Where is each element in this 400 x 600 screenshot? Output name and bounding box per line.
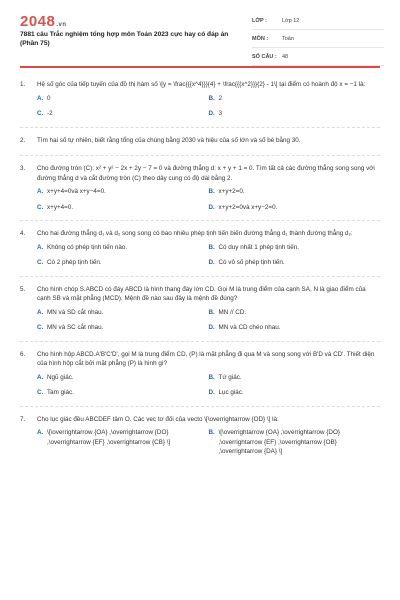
- option-text: MN // CD.: [218, 308, 247, 316]
- answer-options: [37, 187, 380, 212]
- question-separator: [20, 127, 380, 128]
- question-text: Cho hình hộp ABCD.A'B'C'D', gọi M là trung điểm CD, (P) là mặt phẳng đi qua M và song song với B'D và CD'. Thiết diện của hình hộp cắt bởi mặt phẳng (P) là hình gì?: [37, 350, 375, 367]
- option-letter: A.: [37, 94, 44, 102]
- option-letter: A.: [37, 373, 44, 381]
- question-item: [20, 415, 380, 457]
- meta-table: [252, 12, 384, 66]
- page-title: 7881 câu Trắc nghiệm tổng hợp môn Toán 2023 cực hay có đáp án (Phần 75): [20, 31, 229, 47]
- question-separator: [20, 406, 380, 407]
- header-divider: [20, 66, 380, 68]
- question-item: [20, 164, 380, 221]
- option-letter: D.: [208, 259, 215, 266]
- option-letter: C.: [37, 203, 44, 211]
- option-letter: B.: [208, 94, 215, 102]
- option-letter: C.: [37, 110, 44, 117]
- answer-option[interactable]: [37, 258, 209, 268]
- answer-option[interactable]: [209, 258, 381, 268]
- option-text: Tứ giác.: [218, 373, 242, 381]
- meta-row-count: [252, 48, 384, 66]
- answer-option[interactable]: [209, 187, 381, 197]
- question-row: [20, 285, 380, 304]
- meta-row-class: [252, 12, 384, 30]
- option-text: Có vô số phép tịnh tiến.: [218, 259, 285, 266]
- option-text: Ngũ giác.: [47, 373, 74, 381]
- question-number: 6.: [20, 350, 26, 358]
- logo-text: 2048: [20, 13, 56, 30]
- question-row: [20, 350, 380, 369]
- answer-option[interactable]: [209, 203, 381, 213]
- question-number: 4.: [20, 230, 26, 237]
- answer-options: [37, 94, 380, 119]
- question-text: Cho hai đường thẳng d₁ và d₂ song song có bao nhiêu phép tịnh tiến biến đường thẳng d₁ thành đường thẳng d₂:: [37, 230, 353, 237]
- question-item: [20, 229, 380, 277]
- question-number: 1.: [20, 81, 26, 88]
- option-letter: C.: [37, 389, 44, 396]
- question-row: [20, 415, 380, 425]
- option-text: Có duy nhất 1 phép tịnh tiến.: [218, 243, 300, 251]
- answer-option[interactable]: [37, 187, 209, 197]
- option-letter: D.: [208, 203, 215, 211]
- option-letter: B.: [208, 373, 215, 381]
- logo-suffix: .vn: [56, 22, 67, 28]
- question-separator: [20, 220, 380, 221]
- option-text: 3: [218, 110, 223, 117]
- question-separator: [20, 341, 380, 342]
- meta-label: SỐ CÂU :: [252, 53, 277, 60]
- option-letter: A.: [37, 308, 44, 316]
- option-text: Không có phép tịnh tiến nào.: [47, 243, 128, 251]
- question-row: [20, 164, 380, 183]
- meta-value: 48: [282, 53, 289, 60]
- answer-options: [37, 308, 380, 333]
- question-row: [20, 229, 380, 239]
- option-letter: C.: [37, 324, 44, 331]
- answer-option[interactable]: [37, 94, 209, 104]
- option-text: Lục giác.: [218, 389, 244, 396]
- question-number: 7.: [20, 415, 26, 423]
- meta-value: Toán: [282, 35, 294, 42]
- option-text: x+y+2=0và x+y−2=0.: [218, 203, 278, 211]
- question-number: 3.: [20, 165, 26, 172]
- option-letter: B.: [208, 308, 215, 316]
- option-text: 0: [47, 94, 51, 102]
- question-number: 5.: [20, 285, 26, 293]
- option-letter: A.: [37, 188, 44, 195]
- answer-options: [37, 428, 380, 457]
- option-text: Có 2 phép tịnh tiến.: [47, 259, 102, 266]
- meta-label: LỚP :: [252, 17, 267, 24]
- answer-option[interactable]: [37, 109, 209, 119]
- answer-option[interactable]: [37, 203, 209, 213]
- answer-option[interactable]: [37, 388, 209, 398]
- option-text: Tam giác.: [47, 389, 74, 396]
- question-row: [20, 136, 380, 146]
- answer-option[interactable]: [209, 308, 381, 318]
- question-text: Cho hình chóp S.ABCD có đáy ABCD là hình thang đáy lớn CD. Gọi M là trung điểm của cạnh SA, N là giao điểm của cạnh SB và mặt phẳng (MCD). Mệnh đề nào sau đây là mệnh đề đúng?: [37, 285, 366, 302]
- question-text: Tìm hai số tự nhiên, biết rằng tổng của chúng bằng 2030 và hiệu của số lớn và số bé bằng 30.: [37, 136, 301, 144]
- option-text: MN và SD cắt nhau.: [47, 308, 104, 316]
- answer-option[interactable]: [37, 243, 209, 253]
- option-text: x+y+2=0.: [218, 188, 245, 195]
- option-letter: B.: [208, 188, 215, 195]
- meta-label: MÔN :: [252, 35, 269, 42]
- option-text: \[\overrightarrow {OA} ,\overrightarrow {DO} ,\overrightarrow {EF} ,\overrightarrow {CB} \]: [47, 429, 171, 446]
- answer-option[interactable]: [209, 373, 381, 383]
- answer-option[interactable]: [209, 388, 381, 398]
- option-letter: A.: [37, 429, 44, 436]
- question-item: [20, 350, 380, 407]
- answer-option[interactable]: [209, 243, 381, 253]
- option-letter: D.: [208, 389, 215, 396]
- answer-option[interactable]: [37, 308, 209, 318]
- option-text: MN và CD chéo nhau.: [218, 324, 281, 331]
- question-number: 2.: [20, 136, 26, 144]
- header: [0, 0, 400, 62]
- option-text: x+y+4=0.: [47, 203, 74, 211]
- answer-option[interactable]: [37, 373, 209, 383]
- answer-options: [37, 373, 380, 398]
- option-text: x+y+4=0và x+y−4=0.: [47, 188, 106, 195]
- question-list: [20, 80, 380, 465]
- option-letter: A.: [37, 243, 44, 251]
- answer-option[interactable]: [209, 94, 381, 104]
- question-text: Hệ số góc của tiếp tuyến của đồ thị hàm số \[y = \frac{{{x^4}}}{4} + \frac{{{x^2}}}{2} - 1\] tại điểm có hoành độ x = −1 là:: [37, 81, 366, 88]
- option-letter: D.: [208, 324, 215, 331]
- answer-option[interactable]: [209, 428, 381, 457]
- option-text: \[\overrightarrow {OA} ,\overrightarrow {DO} ,\overrightarrow {EF} ,\overrightarrow {OB} ,\overrightarrow {DA} \]: [218, 429, 340, 455]
- answer-option[interactable]: [209, 109, 381, 119]
- answer-options: [37, 243, 380, 268]
- option-letter: D.: [208, 110, 215, 117]
- question-item: [20, 136, 380, 157]
- option-letter: B.: [208, 429, 215, 436]
- option-text: 2: [218, 94, 223, 102]
- site-logo[interactable]: [20, 13, 67, 30]
- option-text: MN và SC cắt nhau.: [47, 324, 104, 331]
- option-text: -2: [47, 110, 53, 117]
- meta-row-subject: [252, 30, 384, 48]
- question-row: [20, 80, 380, 90]
- option-letter: B.: [208, 243, 215, 251]
- option-letter: C.: [37, 259, 44, 266]
- question-text: Cho lục giác đều ABCDEF tâm O. Các vec tơ đối của vecto \[\overrightarrow {OD} \] là:: [37, 415, 279, 423]
- question-text: Cho đường tròn (C): x² + y² − 2x + 2y − 7 = 0 và đường thẳng d: x + y + 1 = 0. Tìm tất cả các đường thẳng song song với đường thẳng d và cắt đường tròn (C) theo dây cung có độ dài bằng 2.: [37, 165, 375, 182]
- answer-option[interactable]: [37, 323, 209, 333]
- question-separator: [20, 155, 380, 156]
- question-item: [20, 80, 380, 128]
- meta-value: Lớp 12: [282, 17, 300, 24]
- answer-option[interactable]: [209, 323, 381, 333]
- answer-option[interactable]: [37, 428, 209, 457]
- question-separator: [20, 276, 380, 277]
- question-item: [20, 285, 380, 342]
